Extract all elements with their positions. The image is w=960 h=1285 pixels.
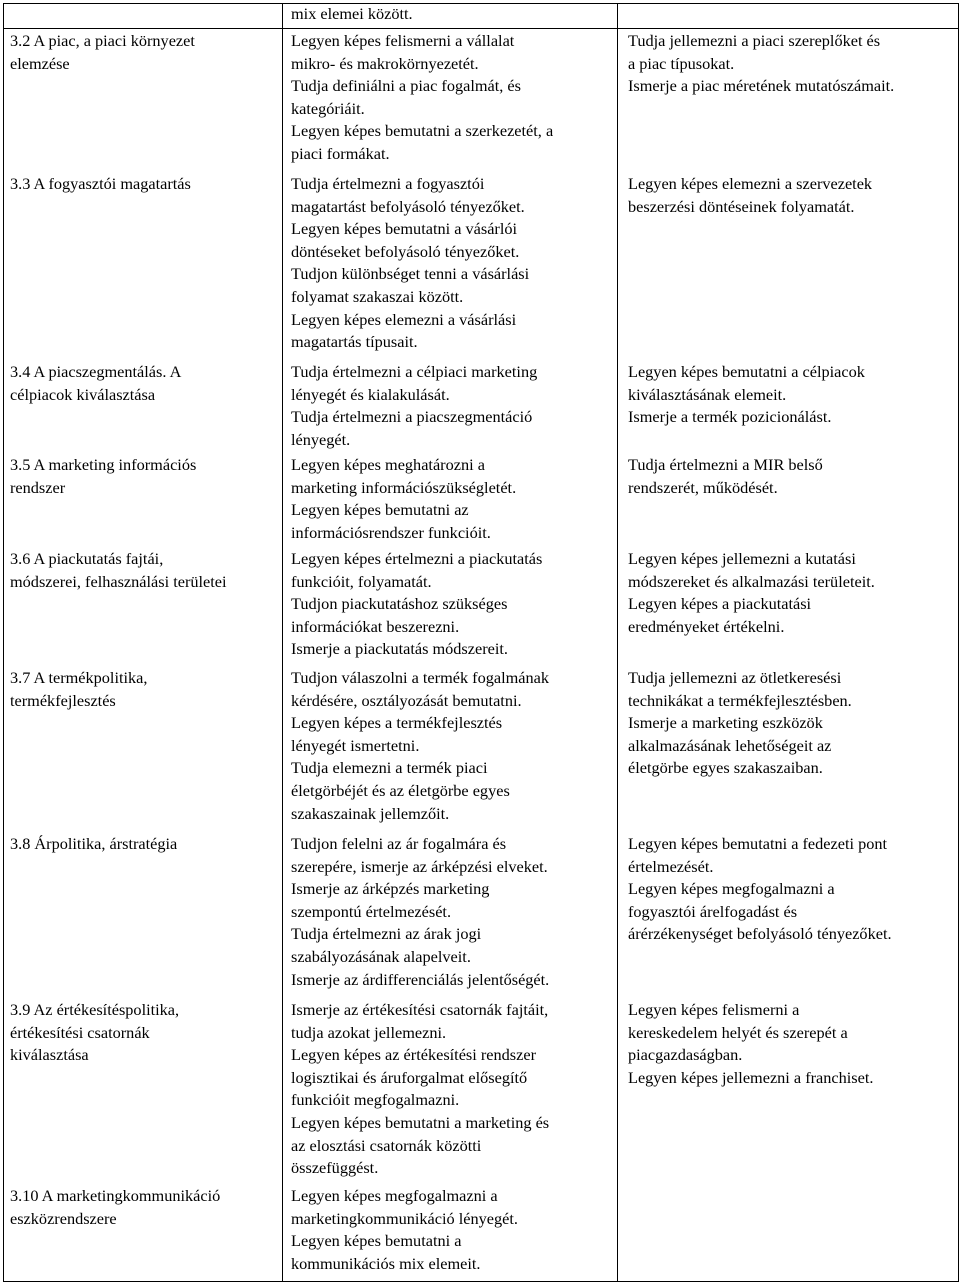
knowledge-cell <box>291 173 529 354</box>
text-line: kiválasztásának elemeit. <box>628 384 787 404</box>
text-line: Legyen képes az értékesítési rendszer <box>291 1045 536 1065</box>
table-bottom-border <box>3 1281 959 1282</box>
text-line: Legyen képes bemutatni az <box>291 500 469 520</box>
text-line: Legyen képes a piackutatási <box>628 594 812 614</box>
knowledge-cell <box>291 1185 518 1275</box>
text-line: értelmezését. <box>628 856 714 876</box>
text-line: Tudjon különbséget tenni a vásárlási <box>291 264 530 284</box>
text-line: marketingkommunikáció lényegét. <box>291 1208 518 1228</box>
table-top-border <box>3 3 959 4</box>
text-line: Legyen képes értelmezni a piackutatás <box>291 549 543 568</box>
text-line: Legyen képes felismerni a vállalat <box>291 31 515 50</box>
text-line: Tudja értelmezni a MIR belső <box>628 455 823 474</box>
skills-cell <box>628 999 873 1089</box>
text-line: döntéseket befolyásoló tényezőket. <box>291 241 520 261</box>
column-border-2 <box>617 3 618 1281</box>
skills-cell <box>628 833 892 946</box>
text-line: Legyen képes bemutatni a célpiacok <box>628 362 865 381</box>
text-line: 3.7 A termékpolitika, <box>10 668 148 687</box>
topic-cell <box>10 30 195 75</box>
knowledge-cell <box>291 361 537 451</box>
knowledge-cell <box>291 30 553 166</box>
text-line: magatartást befolyásoló tényezőket. <box>291 196 525 216</box>
text-line: Legyen képes bemutatni a marketing és <box>291 1112 550 1132</box>
text-line: Tudjon felelni az ár fogalmára és <box>291 834 507 853</box>
text-line: árérzékenységet befolyásoló tényezőket. <box>628 924 892 944</box>
text-line: Tudja értelmezni az árak jogi <box>291 924 482 944</box>
skills-cell <box>628 361 865 429</box>
text-line: alkalmazásának lehetőségeit az <box>628 735 832 755</box>
column-border-3 <box>958 3 959 1281</box>
text-line: 3.9 Az értékesítéspolitika, <box>10 1000 180 1019</box>
text-line: eredményeket értékelni. <box>628 616 785 636</box>
text-line: módszerei, felhasználási területei <box>10 571 227 591</box>
topic-cell <box>10 173 191 196</box>
text-line: Ismerje az árképzés marketing <box>291 879 490 899</box>
text-line: Legyen képes bemutatni a fedezeti pont <box>628 834 888 853</box>
text-line: eszközrendszere <box>10 1208 117 1228</box>
text-line: Ismerje a termék pozicionálást. <box>628 407 832 427</box>
text-line: kiválasztása <box>10 1045 89 1065</box>
text-line: technikákat a termékfejlesztésben. <box>628 690 852 710</box>
text-line: funkcióit megfogalmazni. <box>291 1090 460 1110</box>
text-line: életgörbéjét és az életgörbe egyes <box>291 780 510 800</box>
text-line: rendszerét, működését. <box>628 477 778 497</box>
text-line: Ismerje a piac méretének mutatószámait. <box>628 76 895 96</box>
text-line: 3.6 A piackutatás fajtái, <box>10 549 164 568</box>
text-line: szerepére, ismerje az árképzési elveket. <box>291 856 548 876</box>
text-line: Legyen képes jellemezni a kutatási <box>628 549 856 568</box>
text-line: folyamat szakaszai között. <box>291 286 464 306</box>
text-line: lényegét. <box>291 429 351 449</box>
text-line: szabályozásának alapelveit. <box>291 946 471 966</box>
text-line: Legyen képes meghatározni a <box>291 455 485 474</box>
topic-cell <box>10 548 227 593</box>
knowledge-cell <box>291 999 549 1180</box>
text-line: Legyen képes bemutatni a szerkezetét, a <box>291 121 554 141</box>
text-line: kérdésére, osztályozását bemutatni. <box>291 690 522 710</box>
skills-cell <box>628 30 894 98</box>
text-line: mikro- és makrokörnyezetét. <box>291 53 479 73</box>
text-line: termékfejlesztés <box>10 690 116 710</box>
text-line: Legyen képes bemutatni a vásárlói <box>291 219 518 239</box>
text-line: Tudja jellemezni a piaci szereplőket és <box>628 31 881 50</box>
text-line: Tudja értelmezni a piacszegmentáció <box>291 407 533 427</box>
knowledge-cell <box>291 548 542 661</box>
text-line: Tudja definiálni a piac fogalmát, és <box>291 76 521 96</box>
text-line: Ismerje az értékesítési csatornák fajtáit, <box>291 1000 549 1019</box>
continued-text <box>291 3 413 26</box>
text-line: funkcióit, folyamatát. <box>291 571 432 591</box>
text-line: Tudja értelmezni a célpiaci marketing <box>291 362 538 381</box>
text-line: Legyen képes a termékfejlesztés <box>291 713 503 733</box>
text-line: 3.10 A marketingkommunikáció <box>10 1186 221 1205</box>
text-line: információsrendszer funkcióit. <box>291 522 491 542</box>
text-line: 3.4 A piacszegmentálás. A <box>10 362 182 381</box>
text-line: Legyen képes jellemezni a franchiset. <box>628 1067 874 1087</box>
skills-cell <box>628 454 823 499</box>
text-line: Legyen képes megfogalmazni a <box>628 879 835 899</box>
text-line: marketing információszükségletét. <box>291 477 517 497</box>
text-line: Legyen képes bemutatni a <box>291 1231 462 1251</box>
text-line: Ismerje az árdifferenciálás jelentőségét. <box>291 969 550 989</box>
text-line: Tudjon válaszolni a termék fogalmának <box>291 668 550 687</box>
text-line: lényegét ismertetni. <box>291 735 420 755</box>
knowledge-cell <box>291 833 549 991</box>
text-line: 3.8 Árpolitika, árstratégia <box>10 834 178 853</box>
skills-cell <box>628 548 875 638</box>
text-line: Tudja értelmezni a fogyasztói <box>291 174 485 193</box>
text-line: Legyen képes elemezni a vásárlási <box>291 309 517 329</box>
topic-cell <box>10 833 177 856</box>
text-line: piacgazdaságban. <box>628 1045 743 1065</box>
text-line: beszerzési döntéseinek folyamatát. <box>628 196 855 216</box>
text-line: Tudja jellemezni az ötletkeresési <box>628 668 842 687</box>
text-line: piaci formákat. <box>291 143 390 163</box>
text-line: összefüggést. <box>291 1158 379 1178</box>
text-line: Legyen képes elemezni a szervezetek <box>628 174 873 193</box>
text-line: magatartás típusait. <box>291 332 418 352</box>
topic-cell <box>10 667 147 712</box>
row-divider-0 <box>3 28 959 29</box>
text-line: 3.5 A marketing információs <box>10 455 197 474</box>
column-border-0 <box>3 3 4 1281</box>
text-line: kereskedelem helyét és szerepét a <box>628 1022 848 1042</box>
text-line: elemzése <box>10 53 70 73</box>
text-line: Legyen képes megfogalmazni a <box>291 1186 498 1205</box>
text-line: rendszer <box>10 477 66 497</box>
text-line: életgörbe egyes szakaszaiban. <box>628 758 823 778</box>
text-line: 3.2 A piac, a piaci környezet <box>10 31 195 50</box>
text-line: Ismerje a marketing eszközök <box>628 713 823 733</box>
topic-cell <box>10 1185 220 1230</box>
text-line: Ismerje a piackutatás módszereit. <box>291 639 508 659</box>
text-line: logisztikai és áruforgalmat elősegítő <box>291 1067 528 1087</box>
column-border-1 <box>282 3 283 1281</box>
text-line: az elosztási csatornák közötti <box>291 1135 482 1155</box>
skills-cell <box>628 667 852 780</box>
text-line: információkat beszerezni. <box>291 616 460 636</box>
topic-cell <box>10 361 181 406</box>
text-line: értékesítési csatornák <box>10 1022 150 1042</box>
text-line: fogyasztói árelfogadást és <box>628 901 798 921</box>
text-line: Tudja elemezni a termék piaci <box>291 758 488 778</box>
text-line: lényegét és kialakulását. <box>291 384 450 404</box>
text-line: kommunikációs mix elemeit. <box>291 1253 481 1273</box>
topic-cell <box>10 454 196 499</box>
text-line: a piac típusokat. <box>628 53 735 73</box>
topic-cell <box>10 999 179 1067</box>
knowledge-cell <box>291 454 516 544</box>
text-line: módszereket és alkalmazási területeit. <box>628 571 875 591</box>
knowledge-cell <box>291 667 549 825</box>
text-line: Legyen képes felismerni a <box>628 1000 800 1019</box>
text-line: célpiacok kiválasztása <box>10 384 156 404</box>
skills-cell <box>628 173 872 218</box>
text-line: mix elemei között. <box>291 4 413 23</box>
text-line: kategóriáit. <box>291 98 365 118</box>
text-line: szempontú értelmezését. <box>291 901 452 921</box>
text-line: szakaszainak jellemzőit. <box>291 803 450 823</box>
text-line: tudja azokat jellemezni. <box>291 1022 447 1042</box>
text-line: Tudjon piackutatáshoz szükséges <box>291 594 508 614</box>
text-line: 3.3 A fogyasztói magatartás <box>10 174 191 193</box>
